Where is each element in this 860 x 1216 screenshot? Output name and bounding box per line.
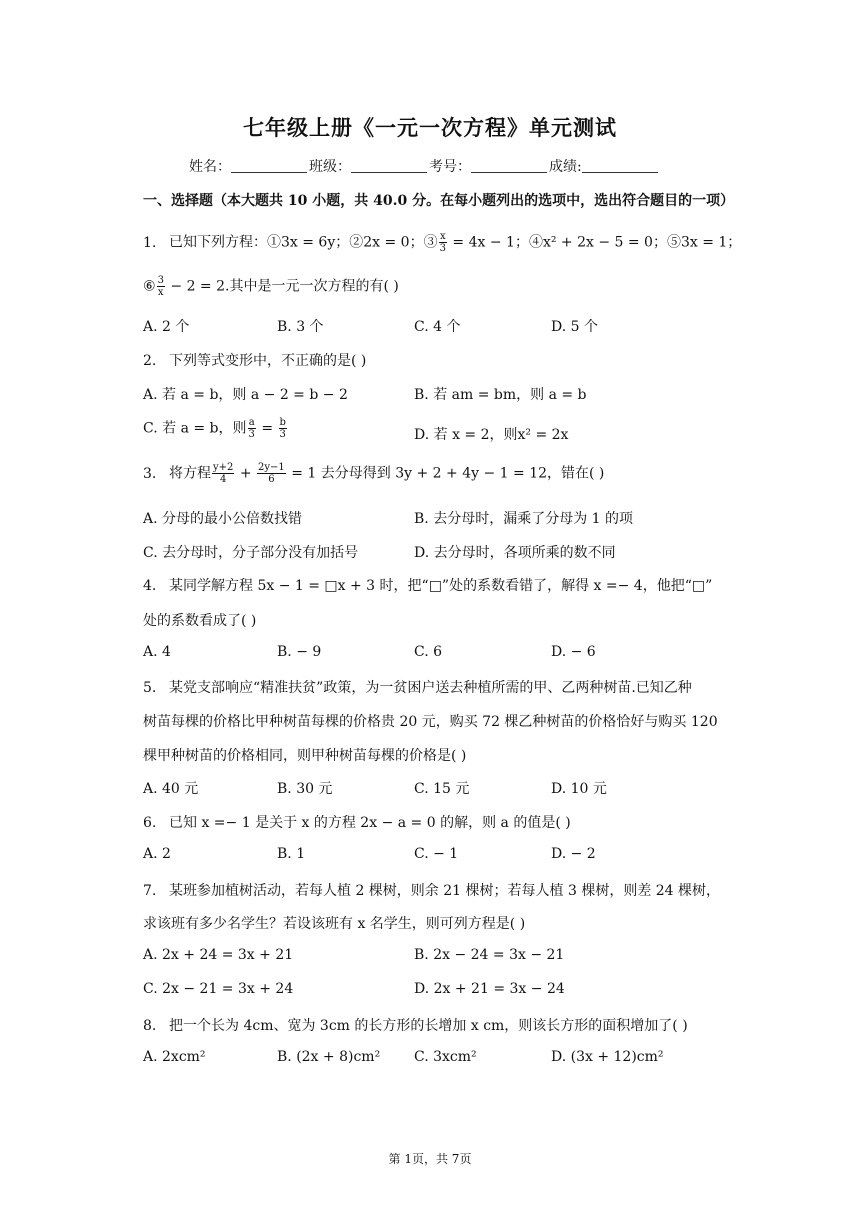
option-a[interactable]: A. 分母的最小公倍数找错 [143, 511, 303, 527]
option-c[interactable]: C. 6 [414, 644, 443, 660]
option-d[interactable]: D. (3x + 12)cm² [551, 1049, 664, 1065]
question-3: 3. 将方程 $\frac{y+2}{4}$ + $\frac{2y-1}{6}$ = 1 去分母得到 3y + 2 + 4y − 1 = 12，错在( ) [143, 462, 605, 485]
option-a[interactable]: A. 2 [143, 846, 171, 862]
question-4-line2: 处的系数看成了( ) [143, 613, 257, 629]
question-8: 8. 把一个长为 4cm、宽为 3cm 的长方形的长增加 x cm，则该长方形的面积增加了( ) [143, 1018, 688, 1034]
question-1 [143, 231, 741, 254]
name-blank[interactable] [231, 158, 307, 173]
option-d[interactable]: D. 2x + 21 = 3x − 24 [414, 981, 565, 997]
exam-no-blank[interactable] [471, 158, 547, 173]
option-b[interactable]: B. 30 元 [277, 781, 333, 797]
fraction: $\frac{2y-1}{6}$ [258, 462, 285, 485]
question-text: = 4x − 1；④x² + 2x − 5 = 0；⑤3x = 1； [447, 234, 742, 251]
option-a[interactable]: A. 4 [143, 644, 171, 660]
option-c[interactable]: C. 4 个 [414, 319, 461, 335]
option-d[interactable]: D. 若 x = 2，则x² = 2x [414, 427, 569, 443]
student-info-line [189, 156, 660, 176]
page-title: 七年级上册《一元一次方程》单元测试 [243, 115, 617, 140]
fraction: $\frac{b}{3}$ [279, 417, 286, 440]
option-a[interactable]: A. 若 a = b，则 a − 2 = b − 2 [143, 387, 348, 403]
fraction: $\frac{x}{3}$ [439, 231, 446, 254]
option-d[interactable]: D. 去分母时，各项所乘的数不同 [414, 545, 616, 561]
question-5: 5. 某党支部响应“精准扶贫”政策，为一贫困户送去种植所需的甲、乙两种树苗.已知乙种 [143, 680, 692, 696]
fraction: $\frac{a}{3}$ [248, 417, 255, 440]
option-b[interactable]: B. 3 个 [277, 319, 324, 335]
option-a[interactable]: A. 2x + 24 = 3x + 21 [143, 947, 294, 963]
question-1-line2: ⑥ $\frac{3}{x}$ − 2 = 2.其中是一元一次方程的有( ) [143, 275, 399, 298]
option-b[interactable]: B. 2x − 24 = 3x − 21 [414, 947, 565, 963]
option-d[interactable]: D. 10 元 [551, 781, 607, 797]
question-5-line2: 树苗每棵的价格比甲种树苗每棵的价格贵 20 元，购买 72 棵乙种树苗的价格恰好与购买 120 [143, 714, 718, 730]
score-label: 成绩: [549, 159, 582, 175]
score-blank[interactable] [582, 158, 658, 173]
class-label: 班级： [309, 159, 351, 175]
section-heading: 一、选择题（本大题共 10 小题，共 40.0 分。在每小题列出的选项中，选出符合题目的一项） [143, 193, 735, 209]
option-d[interactable]: D. − 2 [551, 846, 596, 862]
option-c[interactable]: C. 去分母时，分子部分没有加括号 [143, 545, 359, 561]
name-label: 姓名： [189, 159, 231, 175]
question-7-line2: 求该班有多少名学生？若设该班有 x 名学生，则可列方程是( ) [143, 916, 526, 932]
option-b[interactable]: B. 1 [277, 846, 306, 862]
question-5-line3: 棵甲种树苗的价格相同，则甲种树苗每棵的价格是( ) [143, 748, 467, 764]
option-b[interactable]: B. 去分母时，漏乘了分母为 1 的项 [414, 511, 633, 527]
option-a[interactable]: A. 2xcm² [143, 1049, 206, 1065]
option-d[interactable]: D. − 6 [551, 644, 596, 660]
question-7: 7. 某班参加植树活动，若每人植 2 棵树，则余 21 棵树；若每人植 3 棵树，则差 24 棵树， [143, 883, 721, 899]
option-c[interactable]: C. − 1 [414, 846, 459, 862]
option-b[interactable]: B. − 9 [277, 644, 322, 660]
question-6: 6. 已知 x =− 1 是关于 x 的方程 2x − a = 0 的解，则 a 的值是( ) [143, 815, 571, 831]
option-b[interactable]: B. (2x + 8)cm² [277, 1049, 381, 1065]
exam-no-label: 考号： [429, 159, 471, 175]
fraction: $\frac{3}{x}$ [157, 275, 164, 298]
question-4: 4. 某同学解方程 5x − 1 = □x + 3 时，把“□”处的系数看错了，解得 x =− 4，他把“□” [143, 578, 713, 594]
question-text: 已知下列方程：①3x = 6y；②2x = 0；③ [169, 234, 438, 251]
fraction: $\frac{y+2}{4}$ [213, 462, 234, 485]
option-c[interactable]: C. 15 元 [414, 781, 470, 797]
option-c[interactable]: C. 3xcm² [414, 1049, 477, 1065]
option-b[interactable]: B. 若 am = bm，则 a = b [414, 387, 587, 403]
question-number: 1. [143, 234, 157, 251]
option-d[interactable]: D. 5 个 [551, 319, 598, 335]
class-blank[interactable] [351, 158, 427, 173]
question-2: 2. 下列等式变形中，不正确的是( ) [143, 353, 367, 369]
option-c[interactable]: C. 2x − 21 = 3x + 24 [143, 981, 294, 997]
option-a[interactable]: A. 40 元 [143, 781, 199, 797]
option-a[interactable]: A. 2 个 [143, 319, 190, 335]
option-c[interactable]: C. 若 a = b，则 $\frac{a}{3}$ = $\frac{b}{3}$ [143, 417, 286, 440]
page-footer: 第 1页，共 7页 [388, 1152, 472, 1166]
